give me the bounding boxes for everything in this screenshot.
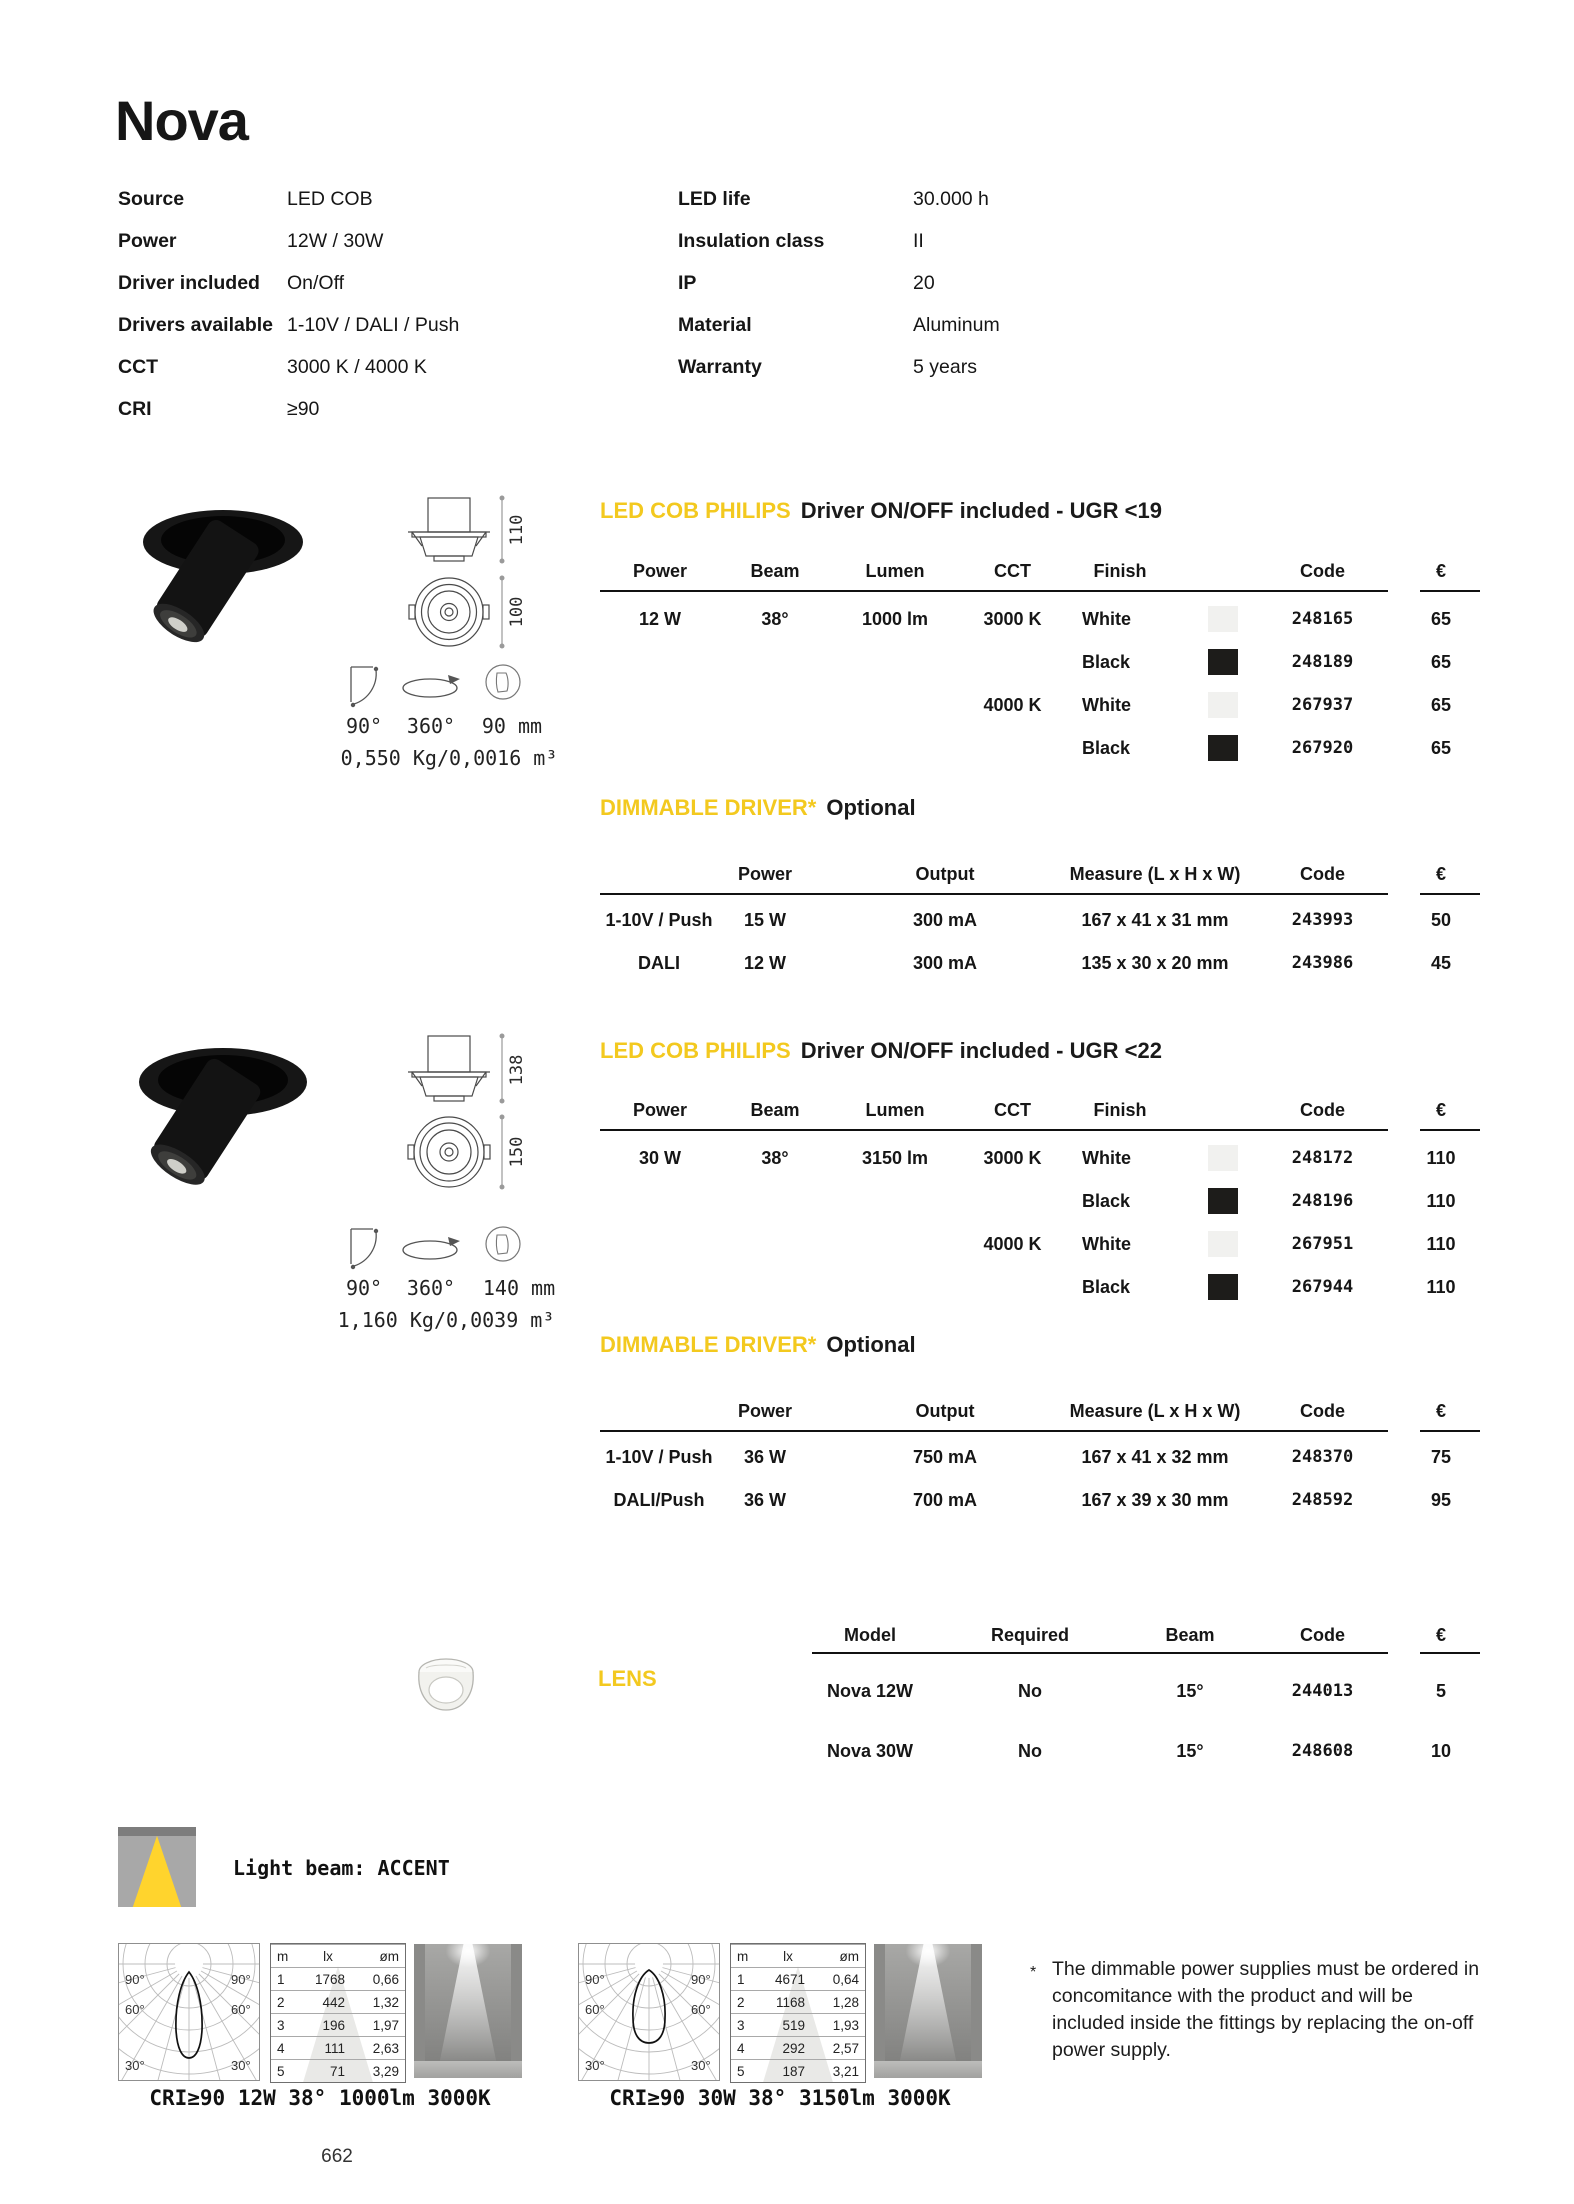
cell-code: 267920	[1291, 738, 1354, 758]
cell-price: 65	[1430, 695, 1452, 715]
dimmable-driver-table-1	[600, 795, 1480, 985]
ceiling-bar	[118, 1827, 196, 1836]
cell-cct: 4000 K	[983, 695, 1042, 715]
cell-price: 65	[1430, 609, 1452, 629]
spec-value: 12W / 30W	[287, 230, 384, 252]
photo-floor	[874, 2061, 982, 2078]
cell-measure: 167 x 41 x 31 mm	[1081, 910, 1229, 930]
cell-output: 300 mA	[912, 910, 978, 930]
rotation-icon	[398, 672, 464, 702]
weight-volume-label: 1,160 Kg/0,0039 m³	[337, 1308, 555, 1332]
cell-required: No	[1018, 1681, 1042, 1701]
dimmable-driver-table-2	[600, 1332, 1480, 1522]
polar-tick-label: 60°	[125, 2002, 145, 2017]
polar-tick-label: 30°	[691, 2058, 711, 2073]
cell-finish: Black	[1082, 738, 1131, 758]
dimmable-subtitle: Optional	[826, 1332, 916, 1357]
dimmable-title: DIMMABLE DRIVER*	[600, 795, 817, 820]
spec-row	[118, 388, 459, 430]
dimmable-header-2	[600, 1332, 916, 1358]
dim-diameter-label: 100	[507, 596, 527, 628]
spec-row	[118, 304, 459, 346]
cell-measure: 167 x 41 x 32 mm	[1081, 1447, 1229, 1467]
cell-driver-type: 1-10V / Push	[605, 910, 713, 930]
product-photo-spotlight-12w	[118, 500, 358, 670]
lux-row: 3 519 1,93	[731, 2013, 865, 2036]
col-header-code: Code	[1300, 864, 1345, 884]
table-rule-price	[1420, 590, 1480, 592]
table-rule-price	[1420, 1430, 1480, 1432]
polar-tick-label: 90°	[125, 1972, 145, 1987]
cell-price: 10	[1430, 1741, 1452, 1761]
spec-label: LED life	[678, 188, 751, 210]
polar-tick-label: 60°	[585, 2002, 605, 2017]
cell-required: No	[1018, 1741, 1042, 1761]
table-rule	[600, 1430, 1388, 1432]
col-header-output: Output	[915, 864, 975, 884]
spec-value: 5 years	[913, 356, 977, 378]
section-subtitle: Driver ON/OFF included - UGR <22	[800, 1038, 1162, 1063]
finish-swatch	[1208, 1231, 1238, 1257]
photo-glow	[906, 1944, 949, 1967]
spec-list-right	[678, 178, 1000, 388]
cell-cct: 3000 K	[983, 609, 1042, 629]
col-header-beam: Beam	[1165, 1625, 1215, 1645]
dimension-drawing-12w	[398, 492, 536, 650]
beam-triangle	[118, 1827, 196, 1907]
lux-table-header: m lx øm	[271, 1944, 405, 1967]
polar-tick-label: 90°	[691, 1972, 711, 1987]
table-rule-price	[1420, 1652, 1480, 1654]
cell-price: 65	[1430, 738, 1452, 758]
dim-height-label: 138	[507, 1054, 527, 1086]
cell-cct: 3000 K	[983, 1148, 1042, 1168]
light-beam-label: Light beam: ACCENT	[233, 1856, 450, 1880]
dimmable-footnote	[1030, 1956, 1482, 2064]
dimmable-subtitle: Optional	[826, 795, 916, 820]
spec-label: Warranty	[678, 356, 762, 378]
lux-row: 2 442 1,32	[271, 1990, 405, 2013]
finish-swatch	[1208, 692, 1238, 718]
cell-code: 248172	[1291, 1148, 1354, 1168]
rotation-angle-label: 360°	[406, 1276, 456, 1300]
lens-table	[600, 1620, 1480, 1780]
col-header-lumen: Lumen	[865, 561, 925, 581]
col-header-code: Code	[1300, 1100, 1345, 1120]
cell-finish: White	[1082, 609, 1131, 629]
spec-label: Drivers available	[118, 314, 274, 336]
spec-row	[118, 262, 459, 304]
col-header-power: Power	[737, 1401, 793, 1421]
col-header-finish: Finish	[1093, 561, 1147, 581]
spec-row	[678, 178, 1000, 220]
spec-label: CCT	[118, 356, 159, 378]
cell-power: 30 W	[638, 1148, 681, 1168]
section-header-led-cob-1	[600, 498, 1162, 524]
cell-price: 95	[1430, 1490, 1452, 1510]
spec-label: Power	[118, 230, 177, 252]
polar-tick-label: 30°	[231, 2058, 251, 2073]
finish-swatch	[1208, 1145, 1238, 1171]
cell-lumen: 1000 lm	[861, 609, 929, 629]
lux-row: 2 1168 1,28	[731, 1990, 865, 2013]
footnote-asterisk: *	[1030, 1964, 1037, 1981]
cell-power: 36 W	[743, 1447, 786, 1467]
cell-finish: Black	[1082, 1191, 1131, 1211]
lux-row: 1 1768 0,66	[271, 1967, 405, 1990]
cell-code: 248592	[1291, 1490, 1354, 1510]
photometry-caption-12w: CRI≥90 12W 38° 1000lm 3000K	[149, 2086, 491, 2110]
cell-measure: 167 x 39 x 30 mm	[1081, 1490, 1229, 1510]
col-header-output: Output	[915, 1401, 975, 1421]
rotation-angle-label: 360°	[406, 714, 456, 738]
photo-glow	[446, 1944, 489, 1967]
cell-output: 750 mA	[912, 1447, 978, 1467]
cell-cct: 4000 K	[983, 1234, 1042, 1254]
col-header-price: €	[1435, 561, 1446, 581]
cell-finish: White	[1082, 1148, 1131, 1168]
cell-price: 65	[1430, 652, 1452, 672]
col-header-price: €	[1435, 1625, 1446, 1645]
product-photo-spotlight-30w	[118, 1040, 358, 1210]
spec-label: CRI	[118, 398, 152, 420]
spec-list-left	[118, 178, 459, 430]
spec-value: Aluminum	[913, 314, 1000, 336]
polar-tick-label: 60°	[231, 2002, 251, 2017]
col-header-required: Required	[990, 1625, 1069, 1645]
col-header-beam: Beam	[750, 561, 800, 581]
table-rule-price	[1420, 893, 1480, 895]
col-header-code: Code	[1300, 561, 1345, 581]
product-table-12w	[600, 556, 1480, 771]
finish-swatch	[1208, 1188, 1238, 1214]
weight-volume-label: 0,550 Kg/0,0016 m³	[340, 746, 558, 770]
polar-tick-label: 60°	[691, 2002, 711, 2017]
col-header-price: €	[1435, 1401, 1446, 1421]
spec-row	[678, 262, 1000, 304]
cell-code: 248370	[1291, 1447, 1354, 1467]
cell-code: 244013	[1291, 1681, 1354, 1701]
spec-row	[678, 346, 1000, 388]
col-header-price: €	[1435, 864, 1446, 884]
cell-price: 5	[1435, 1681, 1446, 1701]
lux-row: 4 292 2,57	[731, 2036, 865, 2059]
col-header-finish: Finish	[1093, 1100, 1147, 1120]
spec-value: 30.000 h	[913, 188, 989, 210]
photometry-caption-30w: CRI≥90 30W 38° 3150lm 3000K	[609, 2086, 951, 2110]
polar-tick-label: 30°	[125, 2058, 145, 2073]
cell-price: 110	[1426, 1234, 1456, 1254]
page-title: Nova	[115, 89, 248, 152]
spec-label: Driver included	[118, 272, 260, 294]
col-header-lumen: Lumen	[865, 1100, 925, 1120]
col-header-cct: CCT	[994, 1100, 1031, 1120]
col-header-beam: Beam	[750, 1100, 800, 1120]
dimmable-title: DIMMABLE DRIVER*	[600, 1332, 817, 1357]
section-title: LED COB PHILIPS	[600, 498, 791, 523]
cell-beam: 38°	[761, 609, 789, 629]
cell-power: 36 W	[743, 1490, 786, 1510]
cutout-size-label: 90 mm	[481, 714, 543, 738]
col-header-power: Power	[632, 1100, 688, 1120]
lux-row: 4 111 2,63	[271, 2036, 405, 2059]
spec-label: Source	[118, 188, 185, 210]
polar-tick-label: 90°	[585, 1972, 605, 1987]
cell-code: 267944	[1291, 1277, 1354, 1297]
cell-code: 248196	[1291, 1191, 1354, 1211]
spec-value: LED COB	[287, 188, 373, 210]
cell-lumen: 3150 lm	[861, 1148, 929, 1168]
cell-model: Nova 12W	[826, 1681, 914, 1701]
col-header-code: Code	[1300, 1625, 1345, 1645]
spec-label: IP	[678, 272, 697, 294]
section-header-led-cob-2	[600, 1038, 1162, 1064]
cutout-icon	[482, 1222, 524, 1268]
light-beam-accent-icon	[118, 1827, 196, 1907]
beam-photo	[874, 1944, 982, 2078]
cell-price: 110	[1426, 1277, 1456, 1297]
lux-row: 5 187 3,21	[731, 2059, 865, 2082]
photo-floor	[414, 2061, 522, 2078]
section-title: LED COB PHILIPS	[600, 1038, 791, 1063]
finish-swatch	[1208, 606, 1238, 632]
table-rule-price	[1420, 1129, 1480, 1131]
beam-photo	[414, 1944, 522, 2078]
rotation-icon	[398, 1234, 464, 1264]
cell-beam: 15°	[1176, 1681, 1204, 1701]
lens-section-title: LENS	[598, 1666, 657, 1691]
cell-price: 50	[1430, 910, 1452, 930]
section-subtitle: Driver ON/OFF included - UGR <19	[800, 498, 1162, 523]
col-header-model: Model	[844, 1625, 896, 1645]
spec-row	[118, 220, 459, 262]
table-rule	[600, 1129, 1388, 1131]
cell-code: 248165	[1291, 609, 1354, 629]
cell-power: 12 W	[638, 609, 681, 629]
cell-model: Nova 30W	[826, 1741, 914, 1761]
spec-value: On/Off	[287, 272, 345, 294]
col-header-measure: Measure (L x H x W)	[1069, 864, 1241, 884]
footnote-text: The dimmable power supplies must be ordered in concomitance with the product and will be included inside the fittings by replacing the on-off power supply.	[1052, 1958, 1480, 2061]
dimension-drawing-30w	[398, 1032, 536, 1190]
spec-row	[678, 304, 1000, 346]
finish-swatch	[1208, 735, 1238, 761]
col-header-code: Code	[1300, 1401, 1345, 1421]
spec-value: 1-10V / DALI / Push	[287, 314, 460, 336]
cell-code: 267937	[1291, 695, 1354, 715]
lux-row: 3 196 1,97	[271, 2013, 405, 2036]
lux-table-header: m lx øm	[731, 1944, 865, 1967]
cell-price: 110	[1426, 1191, 1456, 1211]
tilt-icon	[340, 660, 388, 710]
lux-row: 1 4671 0,64	[731, 1967, 865, 1990]
col-header-power: Power	[632, 561, 688, 581]
cell-price: 75	[1430, 1447, 1452, 1467]
cell-measure: 135 x 30 x 20 mm	[1081, 953, 1229, 973]
cutout-size-label: 140 mm	[482, 1276, 556, 1300]
cell-finish: White	[1082, 1234, 1131, 1254]
photometry-group-30w	[578, 1943, 982, 2079]
tilt-angle-label: 90°	[345, 1276, 383, 1300]
cell-power: 12 W	[743, 953, 786, 973]
lux-table	[730, 1943, 866, 2083]
spec-row	[678, 220, 1000, 262]
cell-code: 243993	[1291, 910, 1354, 930]
tilt-angle-label: 90°	[345, 714, 383, 738]
cell-beam: 38°	[761, 1148, 789, 1168]
cell-code: 248608	[1291, 1741, 1354, 1761]
spec-row	[118, 346, 459, 388]
cell-finish: White	[1082, 695, 1131, 715]
dim-height-label: 110	[507, 514, 527, 546]
cell-finish: Black	[1082, 652, 1131, 672]
cell-output: 300 mA	[912, 953, 978, 973]
cutout-icon	[482, 660, 524, 706]
col-header-cct: CCT	[994, 561, 1031, 581]
cell-finish: Black	[1082, 1277, 1131, 1297]
cell-driver-type: DALI	[638, 953, 680, 973]
cell-code: 248189	[1291, 652, 1354, 672]
cell-beam: 15°	[1176, 1741, 1204, 1761]
col-header-measure: Measure (L x H x W)	[1069, 1401, 1241, 1421]
cell-price: 45	[1430, 953, 1452, 973]
table-rule	[812, 1652, 1388, 1654]
finish-swatch	[1208, 649, 1238, 675]
polar-tick-label: 90°	[231, 1972, 251, 1987]
finish-swatch	[1208, 1274, 1238, 1300]
page-number: 662	[321, 2146, 353, 2167]
polar-tick-label: 30°	[585, 2058, 605, 2073]
col-header-power: Power	[737, 864, 793, 884]
cell-power: 15 W	[743, 910, 786, 930]
polar-diagram	[578, 1943, 720, 2081]
cell-driver-type: 1-10V / Push	[605, 1447, 713, 1467]
spec-label: Material	[678, 314, 752, 336]
lux-table	[270, 1943, 406, 2083]
table-rule	[600, 590, 1388, 592]
tilt-icon	[340, 1222, 388, 1272]
product-table-30w	[600, 1095, 1480, 1310]
spec-row	[118, 178, 459, 220]
spec-value: II	[913, 230, 924, 252]
photometry-group-12w	[118, 1943, 522, 2079]
col-header-price: €	[1435, 1100, 1446, 1120]
spec-value: ≥90	[287, 398, 320, 420]
cell-code: 243986	[1291, 953, 1354, 973]
cell-driver-type: DALI/Push	[613, 1490, 705, 1510]
table-rule	[600, 893, 1388, 895]
polar-diagram	[118, 1943, 260, 2081]
lux-row: 5 71 3,29	[271, 2059, 405, 2082]
dimmable-header-1	[600, 795, 916, 821]
spec-value: 3000 K / 4000 K	[287, 356, 427, 378]
cell-code: 267951	[1291, 1234, 1354, 1254]
lens-photo	[396, 1646, 496, 1726]
spec-label: Insulation class	[678, 230, 825, 252]
cell-output: 700 mA	[912, 1490, 978, 1510]
cell-price: 110	[1426, 1148, 1456, 1168]
dim-diameter-label: 150	[507, 1136, 527, 1168]
spec-value: 20	[913, 272, 935, 294]
